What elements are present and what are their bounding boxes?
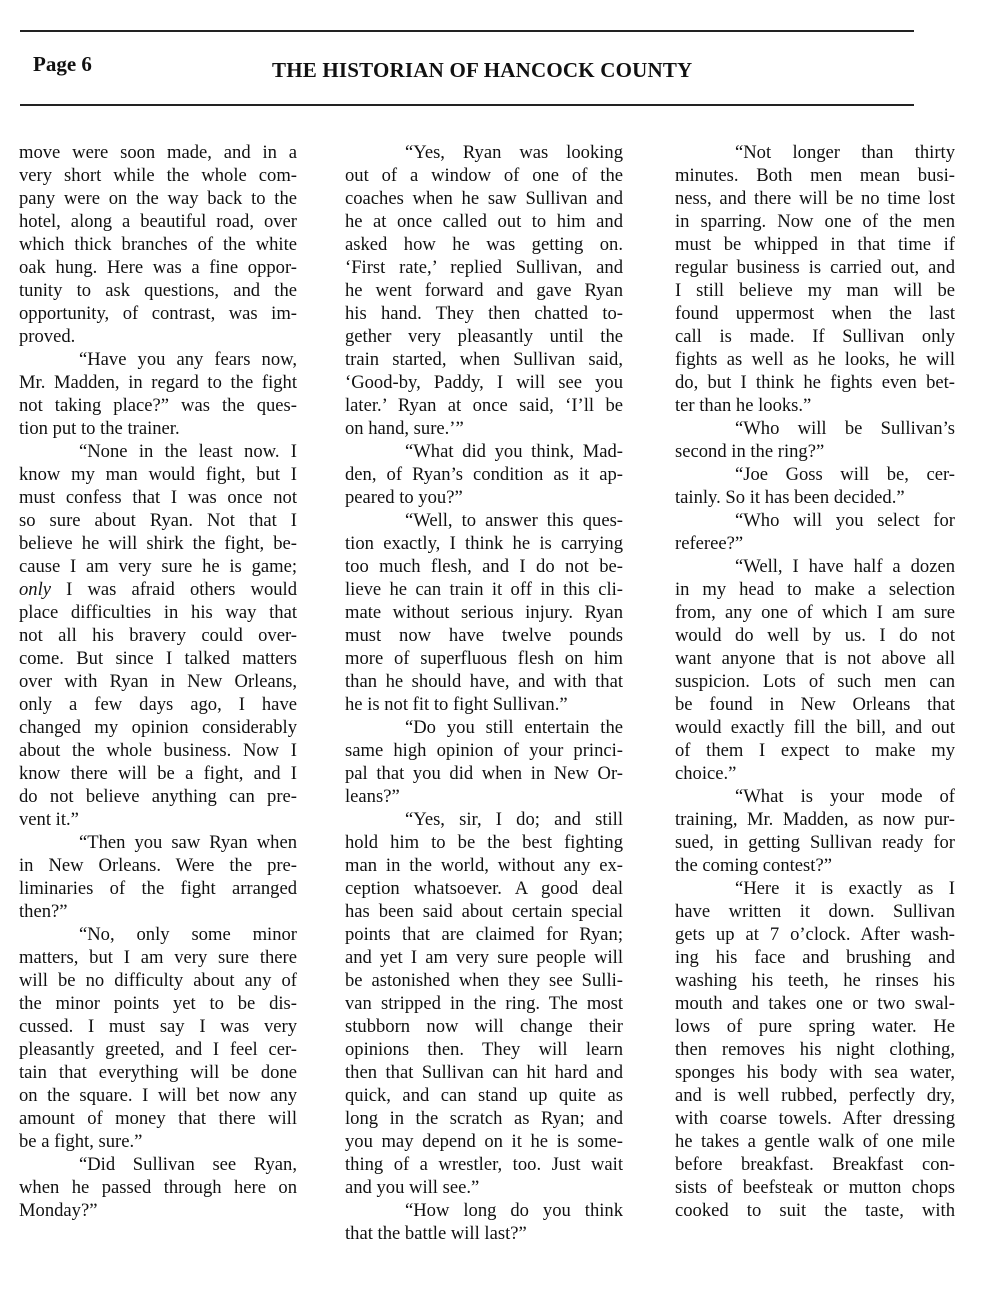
text-line: leans?”	[345, 786, 400, 807]
text-line: the coming contest?”	[675, 855, 832, 876]
text-line: that the battle will last?”	[345, 1223, 527, 1244]
text-line: know my man would fight, but I	[19, 464, 297, 485]
text-line: from, any one of which I am sure	[675, 602, 955, 623]
text-line: must confess that I was once not	[19, 487, 297, 508]
text-line: ‘First rate,’ replied Sullivan, and	[345, 257, 623, 278]
text-line: thing of a wrestler, too. Just wait	[345, 1154, 623, 1175]
text-line: training, Mr. Madden, as now pur-	[675, 809, 955, 830]
text-line: asked how he was getting on.	[345, 234, 623, 255]
text-line: of them I expect to make my	[675, 740, 955, 761]
text-line: points that are claimed for Ryan;	[345, 924, 623, 945]
text-line: too much flesh, and I do not be-	[345, 556, 623, 577]
text-line: Monday?”	[19, 1200, 98, 1221]
text-line: do not believe anything can pre-	[19, 786, 297, 807]
text-line: den, of Ryan’s condition as it ap-	[345, 464, 623, 485]
text-line: “Who will be Sullivan’s	[735, 418, 955, 439]
text-line: believe he will shirk the fight, be-	[19, 533, 297, 554]
text-line: “Well, I have half a dozen	[735, 556, 955, 577]
text-line: pal that you did when in New Or-	[345, 763, 623, 784]
text-line: “Yes, Ryan was looking	[405, 142, 623, 163]
text-line: have written it down. Sullivan	[675, 901, 955, 922]
text-line: later.’ Ryan at once said, ‘I’ll be	[345, 395, 623, 416]
text-line: his hand. They then chatted to-	[345, 303, 623, 324]
text-line: matters, but I am very sure there	[19, 947, 297, 968]
text-line: sponges his body with sea water,	[675, 1062, 955, 1083]
text-line: found uppermost when the last	[675, 303, 955, 324]
text-line: tion put to the trainer.	[19, 418, 180, 439]
text-line: coaches when he saw Sullivan and	[345, 188, 623, 209]
text-line: not all his bravery could over-	[19, 625, 297, 646]
text-line: man in the world, without any ex-	[345, 855, 623, 876]
text-line: “Then you saw Ryan when	[79, 832, 297, 853]
text-line: in my head to make a selection	[675, 579, 955, 600]
text-line: “None in the least now. I	[79, 441, 297, 462]
text-line: on the square. I will bet now any	[19, 1085, 297, 1106]
text-line: about the whole business. Now I	[19, 740, 297, 761]
text-line: “No, only some minor	[79, 924, 297, 945]
text-line: “What is your mode of	[735, 786, 955, 807]
text-line: must be whipped in that time if	[675, 234, 955, 255]
text-line: opinions then. They will learn	[345, 1039, 623, 1060]
text-line: out of a window of one of the	[345, 165, 623, 186]
text-line: move were soon made, and in a	[19, 142, 297, 163]
text-line: fights as well as he looks, he will	[675, 349, 955, 370]
text-line: hold him to be the best fighting	[345, 832, 623, 853]
text-line: ter than he looks.”	[675, 395, 812, 416]
page-number: Page 6	[33, 52, 92, 76]
text-line: call is made. If Sullivan only	[675, 326, 955, 347]
text-line: tunity to ask questions, and the	[19, 280, 297, 301]
text-line: must now have twelve pounds	[345, 625, 623, 646]
text-line: then?”	[19, 901, 68, 922]
text-line: he is not fit to fight Sullivan.”	[345, 694, 568, 715]
text-line: in sparring. Now one of the men	[675, 211, 955, 232]
text-line: “Here it is exactly as I	[735, 878, 955, 899]
text-line: “Did Sullivan see Ryan,	[79, 1154, 297, 1175]
text-line: so sure about Ryan. Not that I	[19, 510, 297, 531]
text-line: he at once called out to him and	[345, 211, 623, 232]
text-line: very short while the whole com-	[19, 165, 297, 186]
text-line: sists of beefsteak or mutton chops	[675, 1177, 955, 1198]
text-line: oak hung. Here was a fine oppor-	[19, 257, 297, 278]
text-line: suspicion. Lots of such men can	[675, 671, 955, 692]
text-line: which thick branches of the white	[19, 234, 297, 255]
article-column-2	[345, 141, 623, 1245]
text-line: gether very pleasantly until the	[345, 326, 623, 347]
text-line: mate without serious injury. Ryan	[345, 602, 623, 623]
text-line: I still believe my man will be	[675, 280, 955, 301]
text-line: cooked to suit the taste, with	[675, 1200, 955, 1221]
text-line: hotel, along a beautiful road, over	[19, 211, 297, 232]
text-line: and is well rubbed, perfectly dry,	[675, 1085, 955, 1106]
text-line: ness, and there will be no time lost	[675, 188, 955, 209]
text-line: liminaries of the fight arranged	[19, 878, 297, 899]
text-line: tion exactly, I think he is carrying	[345, 533, 623, 554]
text-line: same high opinion of your princi-	[345, 740, 623, 761]
text-line: ception whatsoever. A good deal	[345, 878, 623, 899]
article-column-3	[675, 141, 955, 1222]
text-line: “What did you think, Mad-	[405, 441, 623, 462]
text-line: van stripped in the ring. The most	[345, 993, 623, 1014]
text-line: the minor points yet to be dis-	[19, 993, 297, 1014]
header-top-rule	[20, 30, 914, 32]
text-line: only a few days ago, I have	[19, 694, 297, 715]
text-line: vent it.”	[19, 809, 79, 830]
article-column-1	[19, 141, 297, 1222]
text-line: has been said about certain special	[345, 901, 623, 922]
text-line: would exactly fill the bill, and out	[675, 717, 955, 738]
text-line	[19, 578, 297, 601]
text-line: and you will see.”	[345, 1177, 480, 1198]
text-line: place difficulties in his way that	[19, 602, 297, 623]
text-line: and yet I am very sure people will	[345, 947, 623, 968]
text-line: proved.	[19, 326, 76, 347]
text-line: “Joe Goss will be, cer-	[735, 464, 955, 485]
text-line: second in the ring?”	[675, 441, 825, 462]
text-line: tainly. So it has been decided.”	[675, 487, 905, 508]
text-line: mouth and takes one or two swal-	[675, 993, 955, 1014]
text-line: on hand, sure.’”	[345, 418, 464, 439]
text-line: lows of pure spring water. He	[675, 1016, 955, 1037]
text-line: ‘Good-by, Paddy, I will see you	[345, 372, 623, 393]
text-line: be astonished when they see Sulli-	[345, 970, 623, 991]
text-line: more of superfluous flesh on him	[345, 648, 623, 669]
text-line: he takes a gentle walk of one mile	[675, 1131, 955, 1152]
text-line: then removes his night clothing,	[675, 1039, 955, 1060]
text-line: you may depend on it he is some-	[345, 1131, 623, 1152]
text-line: “How long do you think	[405, 1200, 623, 1221]
text-line: over with Ryan in New Orleans,	[19, 671, 297, 692]
text-line: pany were on the way back to the	[19, 188, 297, 209]
text-line: gets up at 7 o’clock. After wash-	[675, 924, 955, 945]
text-line: train started, when Sullivan said,	[345, 349, 623, 370]
publication-title: THE HISTORIAN OF HANCOCK COUNTY	[272, 58, 693, 82]
text-line: referee?”	[675, 533, 744, 554]
text-line: amount of money that there will	[19, 1108, 297, 1129]
text-line: sued, in getting Sullivan ready for	[675, 832, 955, 853]
text-line: stubborn now will change their	[345, 1016, 623, 1037]
text-line: be found in New Orleans that	[675, 694, 955, 715]
text-line: long in the scratch as Ryan; and	[345, 1108, 623, 1129]
header-bottom-rule	[20, 104, 914, 106]
text-line: opportunity, of contrast, was im-	[19, 303, 297, 324]
text-line-rest: I was afraid others would	[66, 579, 297, 600]
text-line: “Do you still entertain the	[405, 717, 623, 738]
text-line: know there will be a fight, and I	[19, 763, 297, 784]
emphasis-text: only	[19, 579, 52, 600]
text-line: cause I am very sure he is game;	[19, 556, 297, 577]
text-line: “Well, to answer this ques-	[405, 510, 623, 531]
text-line: “Yes, sir, I do; and still	[405, 809, 623, 830]
text-line: lieve he can train it off in this cli-	[345, 579, 623, 600]
text-line: quick, and can stand up quite as	[345, 1085, 623, 1106]
text-line: than he should have, and with that	[345, 671, 623, 692]
text-line: washing his teeth, he rinses his	[675, 970, 955, 991]
text-line: do, but I think he fights even bet-	[675, 372, 955, 393]
text-line: cussed. I must say I was very	[19, 1016, 297, 1037]
text-line: tain that everything will be done	[19, 1062, 297, 1083]
text-line: not taking place?” was the ques-	[19, 395, 297, 416]
text-line: want anyone that is not above all	[675, 648, 955, 669]
text-line: regular business is carried out, and	[675, 257, 955, 278]
text-line: Mr. Madden, in regard to the fight	[19, 372, 297, 393]
text-line: come. But since I talked matters	[19, 648, 297, 669]
text-line: with coarse towels. After dressing	[675, 1108, 955, 1129]
text-line: ing his face and brushing and	[675, 947, 955, 968]
text-line: will be no difficulty about any of	[19, 970, 297, 991]
text-line: peared to you?”	[345, 487, 463, 508]
text-line: he went forward and gave Ryan	[345, 280, 623, 301]
text-line: “Have you any fears now,	[79, 349, 297, 370]
text-line: “Who will you select for	[735, 510, 955, 531]
text-line: before breakfast. Breakfast con-	[675, 1154, 955, 1175]
text-line: pleasantly greeted, and I feel cer-	[19, 1039, 297, 1060]
text-line: changed my opinion considerably	[19, 717, 297, 738]
text-line: would do well by us. I do not	[675, 625, 955, 646]
text-line: choice.”	[675, 763, 737, 784]
text-line: then that Sullivan can hit hard and	[345, 1062, 623, 1083]
text-line: in New Orleans. Were the pre-	[19, 855, 297, 876]
text-line: when he passed through here on	[19, 1177, 297, 1198]
text-line: minutes. Both men mean busi-	[675, 165, 955, 186]
text-line: “Not longer than thirty	[735, 142, 955, 163]
text-line: be a fight, sure.”	[19, 1131, 143, 1152]
